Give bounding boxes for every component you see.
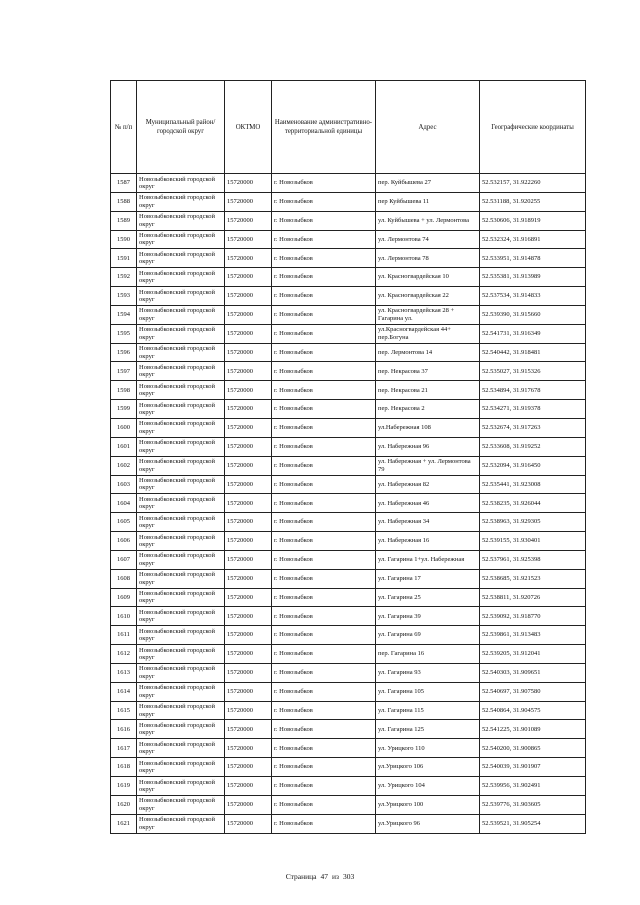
table-row bbox=[111, 362, 586, 381]
cell-unit: г. Новозыбков bbox=[272, 437, 376, 456]
cell-address: ул. Набережная + ул. Лермонтова 79 bbox=[376, 456, 480, 475]
cell-address: ул. Гагарина 25 bbox=[376, 588, 480, 607]
cell-coords: 52.535441, 31.923008 bbox=[480, 475, 586, 494]
cell-address: ул.Урицкого 100 bbox=[376, 795, 480, 814]
cell-num: 1608 bbox=[111, 569, 137, 588]
cell-address: пер. Гагарина 16 bbox=[376, 645, 480, 664]
cell-oktmo: 15720000 bbox=[225, 626, 272, 645]
header-num: № п/п bbox=[111, 81, 137, 174]
cell-oktmo: 15720000 bbox=[225, 701, 272, 720]
cell-oktmo: 15720000 bbox=[225, 814, 272, 833]
table-row bbox=[111, 381, 586, 400]
cell-municipality: Новозыбковский городской округ bbox=[137, 645, 225, 664]
cell-unit: г. Новозыбков bbox=[272, 494, 376, 513]
cell-address: ул.Красногвардейская 44+ пер.Богуна bbox=[376, 324, 480, 343]
cell-oktmo: 15720000 bbox=[225, 513, 272, 532]
cell-address: ул. Набережная 34 bbox=[376, 513, 480, 532]
cell-coords: 52.538963, 31.929305 bbox=[480, 513, 586, 532]
cell-address: ул. Урицкого 110 bbox=[376, 739, 480, 758]
cell-num: 1621 bbox=[111, 814, 137, 833]
cell-municipality: Новозыбковский городской округ bbox=[137, 569, 225, 588]
cell-address: ул. Гагарина 17 bbox=[376, 569, 480, 588]
cell-coords: 52.540303, 31.909651 bbox=[480, 663, 586, 682]
table-row bbox=[111, 418, 586, 437]
cell-unit: г. Новозыбков bbox=[272, 682, 376, 701]
cell-unit: г. Новозыбков bbox=[272, 645, 376, 664]
cell-coords: 52.540039, 31.901907 bbox=[480, 758, 586, 777]
cell-num: 1605 bbox=[111, 513, 137, 532]
cell-unit: г. Новозыбков bbox=[272, 475, 376, 494]
cell-coords: 52.539861, 31.913483 bbox=[480, 626, 586, 645]
table-body bbox=[111, 174, 586, 834]
table-row bbox=[111, 607, 586, 626]
cell-municipality: Новозыбковский городской округ bbox=[137, 324, 225, 343]
header-address: Адрес bbox=[376, 81, 480, 174]
table-row bbox=[111, 626, 586, 645]
cell-unit: г. Новозыбков bbox=[272, 249, 376, 268]
cell-num: 1619 bbox=[111, 777, 137, 796]
cell-unit: г. Новозыбков bbox=[272, 607, 376, 626]
header-row bbox=[111, 81, 586, 174]
cell-coords: 52.538685, 31.921523 bbox=[480, 569, 586, 588]
cell-municipality: Новозыбковский городской округ bbox=[137, 701, 225, 720]
cell-address: ул. Красногвардейская 10 bbox=[376, 268, 480, 287]
cell-num: 1604 bbox=[111, 494, 137, 513]
table-row bbox=[111, 795, 586, 814]
cell-municipality: Новозыбковский городской округ bbox=[137, 418, 225, 437]
table-row bbox=[111, 211, 586, 230]
cell-num: 1593 bbox=[111, 287, 137, 306]
cell-oktmo: 15720000 bbox=[225, 663, 272, 682]
cell-unit: г. Новозыбков bbox=[272, 626, 376, 645]
cell-oktmo: 15720000 bbox=[225, 739, 272, 758]
table-row bbox=[111, 287, 586, 306]
cell-coords: 52.539956, 31.902491 bbox=[480, 777, 586, 796]
header-municipality: Муниципальный район/городской округ bbox=[137, 81, 225, 174]
cell-coords: 52.540697, 31.907580 bbox=[480, 682, 586, 701]
table-row bbox=[111, 663, 586, 682]
cell-municipality: Новозыбковский городской округ bbox=[137, 720, 225, 739]
cell-unit: г. Новозыбков bbox=[272, 381, 376, 400]
cell-oktmo: 15720000 bbox=[225, 758, 272, 777]
cell-num: 1613 bbox=[111, 663, 137, 682]
cell-coords: 52.539776, 31.903605 bbox=[480, 795, 586, 814]
cell-oktmo: 15720000 bbox=[225, 268, 272, 287]
cell-unit: г. Новозыбков bbox=[272, 795, 376, 814]
table-row bbox=[111, 437, 586, 456]
cell-oktmo: 15720000 bbox=[225, 437, 272, 456]
cell-unit: г. Новозыбков bbox=[272, 418, 376, 437]
cell-address: ул. Гагарина 105 bbox=[376, 682, 480, 701]
cell-municipality: Новозыбковский городской округ bbox=[137, 211, 225, 230]
cell-coords: 52.541225, 31.901089 bbox=[480, 720, 586, 739]
cell-oktmo: 15720000 bbox=[225, 287, 272, 306]
cell-address: ул. Набережная 46 bbox=[376, 494, 480, 513]
cell-num: 1587 bbox=[111, 174, 137, 193]
cell-address: ул. Гагарина 39 bbox=[376, 607, 480, 626]
table-row bbox=[111, 720, 586, 739]
cell-coords: 52.539521, 31.905254 bbox=[480, 814, 586, 833]
table-row bbox=[111, 777, 586, 796]
cell-municipality: Новозыбковский городской округ bbox=[137, 513, 225, 532]
cell-coords: 52.533608, 31.919252 bbox=[480, 437, 586, 456]
cell-address: пер Куйбышева 11 bbox=[376, 192, 480, 211]
table-row bbox=[111, 532, 586, 551]
table-row bbox=[111, 494, 586, 513]
header-coords: Географические координаты bbox=[480, 81, 586, 174]
cell-address: ул. Лермонтова 78 bbox=[376, 249, 480, 268]
cell-num: 1599 bbox=[111, 400, 137, 419]
cell-num: 1600 bbox=[111, 418, 137, 437]
table-row bbox=[111, 249, 586, 268]
footer-page-word: Страница bbox=[285, 872, 317, 881]
cell-oktmo: 15720000 bbox=[225, 494, 272, 513]
table-row bbox=[111, 343, 586, 362]
cell-municipality: Новозыбковский городской округ bbox=[137, 494, 225, 513]
cell-address: пер. Некрасова 37 bbox=[376, 362, 480, 381]
cell-municipality: Новозыбковский городской округ bbox=[137, 192, 225, 211]
cell-oktmo: 15720000 bbox=[225, 230, 272, 249]
cell-num: 1601 bbox=[111, 437, 137, 456]
cell-coords: 52.539390, 31.915660 bbox=[480, 305, 586, 324]
cell-address: ул. Гагарина 93 bbox=[376, 663, 480, 682]
table-row bbox=[111, 456, 586, 475]
cell-oktmo: 15720000 bbox=[225, 588, 272, 607]
cell-num: 1602 bbox=[111, 456, 137, 475]
cell-num: 1598 bbox=[111, 381, 137, 400]
cell-municipality: Новозыбковский городской округ bbox=[137, 456, 225, 475]
cell-unit: г. Новозыбков bbox=[272, 588, 376, 607]
table-row bbox=[111, 192, 586, 211]
cell-num: 1588 bbox=[111, 192, 137, 211]
cell-municipality: Новозыбковский городской округ bbox=[137, 682, 225, 701]
table-row bbox=[111, 682, 586, 701]
table-row bbox=[111, 475, 586, 494]
cell-municipality: Новозыбковский городской округ bbox=[137, 607, 225, 626]
cell-municipality: Новозыбковский городской округ bbox=[137, 381, 225, 400]
cell-oktmo: 15720000 bbox=[225, 569, 272, 588]
cell-unit: г. Новозыбков bbox=[272, 720, 376, 739]
header-unit: Наименование административно-территориальной единицы bbox=[272, 81, 376, 174]
cell-oktmo: 15720000 bbox=[225, 381, 272, 400]
cell-unit: г. Новозыбков bbox=[272, 174, 376, 193]
cell-num: 1618 bbox=[111, 758, 137, 777]
cell-num: 1606 bbox=[111, 532, 137, 551]
cell-municipality: Новозыбковский городской округ bbox=[137, 739, 225, 758]
cell-unit: г. Новозыбков bbox=[272, 268, 376, 287]
cell-municipality: Новозыбковский городской округ bbox=[137, 174, 225, 193]
cell-address: ул. Гагарина 1+ул. Набережная bbox=[376, 550, 480, 569]
cell-num: 1597 bbox=[111, 362, 137, 381]
cell-oktmo: 15720000 bbox=[225, 192, 272, 211]
cell-oktmo: 15720000 bbox=[225, 532, 272, 551]
cell-address: ул. Урицкого 104 bbox=[376, 777, 480, 796]
cell-num: 1615 bbox=[111, 701, 137, 720]
cell-coords: 52.533951, 31.914878 bbox=[480, 249, 586, 268]
cell-oktmo: 15720000 bbox=[225, 174, 272, 193]
cell-unit: г. Новозыбков bbox=[272, 456, 376, 475]
cell-coords: 52.540200, 31.900865 bbox=[480, 739, 586, 758]
cell-num: 1611 bbox=[111, 626, 137, 645]
cell-address: ул. Набережная 16 bbox=[376, 532, 480, 551]
cell-address: ул.Урицкого 96 bbox=[376, 814, 480, 833]
cell-oktmo: 15720000 bbox=[225, 777, 272, 796]
page-footer bbox=[0, 872, 640, 881]
cell-municipality: Новозыбковский городской округ bbox=[137, 343, 225, 362]
cell-address: пер. Некрасова 21 bbox=[376, 381, 480, 400]
cell-oktmo: 15720000 bbox=[225, 645, 272, 664]
cell-unit: г. Новозыбков bbox=[272, 701, 376, 720]
cell-unit: г. Новозыбков bbox=[272, 305, 376, 324]
cell-oktmo: 15720000 bbox=[225, 720, 272, 739]
cell-unit: г. Новозыбков bbox=[272, 777, 376, 796]
cell-address: ул. Куйбышева + ул. Лермонтова bbox=[376, 211, 480, 230]
cell-coords: 52.540442, 31.918481 bbox=[480, 343, 586, 362]
cell-coords: 52.530606, 31.918919 bbox=[480, 211, 586, 230]
cell-unit: г. Новозыбков bbox=[272, 192, 376, 211]
cell-num: 1612 bbox=[111, 645, 137, 664]
cell-oktmo: 15720000 bbox=[225, 550, 272, 569]
cell-unit: г. Новозыбков bbox=[272, 758, 376, 777]
table-row bbox=[111, 701, 586, 720]
cell-address: ул.Урицкого 106 bbox=[376, 758, 480, 777]
cell-address: ул. Гагарина 69 bbox=[376, 626, 480, 645]
cell-oktmo: 15720000 bbox=[225, 682, 272, 701]
cell-oktmo: 15720000 bbox=[225, 475, 272, 494]
table-row bbox=[111, 739, 586, 758]
cell-num: 1589 bbox=[111, 211, 137, 230]
table-row bbox=[111, 588, 586, 607]
cell-coords: 52.535381, 31.913989 bbox=[480, 268, 586, 287]
cell-oktmo: 15720000 bbox=[225, 607, 272, 626]
cell-coords: 52.534894, 31.917678 bbox=[480, 381, 586, 400]
cell-unit: г. Новозыбков bbox=[272, 569, 376, 588]
cell-municipality: Новозыбковский городской округ bbox=[137, 249, 225, 268]
table-row bbox=[111, 400, 586, 419]
cell-address: ул. Красногвардейская 22 bbox=[376, 287, 480, 306]
cell-unit: г. Новозыбков bbox=[272, 343, 376, 362]
table-row bbox=[111, 513, 586, 532]
cell-municipality: Новозыбковский городской округ bbox=[137, 777, 225, 796]
cell-municipality: Новозыбковский городской округ bbox=[137, 550, 225, 569]
cell-num: 1616 bbox=[111, 720, 137, 739]
cell-municipality: Новозыбковский городской округ bbox=[137, 663, 225, 682]
cell-num: 1617 bbox=[111, 739, 137, 758]
cell-municipality: Новозыбковский городской округ bbox=[137, 287, 225, 306]
cell-address: ул. Красногвардейская 28 + Гагарина ул. bbox=[376, 305, 480, 324]
cell-address: ул. Гагарина 115 bbox=[376, 701, 480, 720]
cell-oktmo: 15720000 bbox=[225, 211, 272, 230]
cell-unit: г. Новозыбков bbox=[272, 532, 376, 551]
cell-unit: г. Новозыбков bbox=[272, 513, 376, 532]
cell-coords: 52.541731, 31.916349 bbox=[480, 324, 586, 343]
table-row bbox=[111, 324, 586, 343]
cell-coords: 52.537961, 31.925398 bbox=[480, 550, 586, 569]
cell-num: 1614 bbox=[111, 682, 137, 701]
footer-page-total: 303 bbox=[342, 872, 355, 881]
cell-unit: г. Новозыбков bbox=[272, 287, 376, 306]
header-oktmo: ОКТМО bbox=[225, 81, 272, 174]
cell-unit: г. Новозыбков bbox=[272, 362, 376, 381]
cell-oktmo: 15720000 bbox=[225, 362, 272, 381]
cell-coords: 52.537534, 31.914833 bbox=[480, 287, 586, 306]
cell-municipality: Новозыбковский городской округ bbox=[137, 362, 225, 381]
cell-address: пер. Куйбышева 27 bbox=[376, 174, 480, 193]
cell-oktmo: 15720000 bbox=[225, 305, 272, 324]
cell-num: 1595 bbox=[111, 324, 137, 343]
table-row bbox=[111, 645, 586, 664]
cell-coords: 52.539155, 31.930401 bbox=[480, 532, 586, 551]
cell-coords: 52.534271, 31.919378 bbox=[480, 400, 586, 419]
cell-coords: 52.540864, 31.904575 bbox=[480, 701, 586, 720]
cell-municipality: Новозыбковский городской округ bbox=[137, 437, 225, 456]
cell-address: ул. Лермонтова 74 bbox=[376, 230, 480, 249]
cell-municipality: Новозыбковский городской округ bbox=[137, 795, 225, 814]
table-row bbox=[111, 268, 586, 287]
table-row bbox=[111, 174, 586, 193]
cell-municipality: Новозыбковский городской округ bbox=[137, 814, 225, 833]
cell-coords: 52.532094, 31.916450 bbox=[480, 456, 586, 475]
cell-coords: 52.535027, 31.915326 bbox=[480, 362, 586, 381]
cell-unit: г. Новозыбков bbox=[272, 550, 376, 569]
table-row bbox=[111, 814, 586, 833]
cell-municipality: Новозыбковский городской округ bbox=[137, 475, 225, 494]
registry-table bbox=[110, 80, 586, 834]
cell-unit: г. Новозыбков bbox=[272, 211, 376, 230]
cell-municipality: Новозыбковский городской округ bbox=[137, 230, 225, 249]
cell-address: пер. Лермонтова 14 bbox=[376, 343, 480, 362]
cell-unit: г. Новозыбков bbox=[272, 400, 376, 419]
cell-num: 1607 bbox=[111, 550, 137, 569]
table-header bbox=[111, 81, 586, 174]
cell-municipality: Новозыбковский городской округ bbox=[137, 268, 225, 287]
cell-oktmo: 15720000 bbox=[225, 400, 272, 419]
table-row bbox=[111, 550, 586, 569]
cell-address: ул. Гагарина 125 bbox=[376, 720, 480, 739]
cell-coords: 52.532674, 31.917263 bbox=[480, 418, 586, 437]
cell-municipality: Новозыбковский городской округ bbox=[137, 626, 225, 645]
footer-page-number: 47 bbox=[320, 872, 328, 881]
cell-unit: г. Новозыбков bbox=[272, 230, 376, 249]
cell-municipality: Новозыбковский городской округ bbox=[137, 305, 225, 324]
cell-num: 1590 bbox=[111, 230, 137, 249]
cell-coords: 52.538235, 31.926044 bbox=[480, 494, 586, 513]
cell-unit: г. Новозыбков bbox=[272, 663, 376, 682]
cell-unit: г. Новозыбков bbox=[272, 324, 376, 343]
cell-coords: 52.539205, 31.912041 bbox=[480, 645, 586, 664]
table-row bbox=[111, 569, 586, 588]
cell-address: ул. Набережная 82 bbox=[376, 475, 480, 494]
cell-address: пер. Некрасова 2 bbox=[376, 400, 480, 419]
cell-num: 1603 bbox=[111, 475, 137, 494]
cell-municipality: Новозыбковский городской округ bbox=[137, 400, 225, 419]
cell-oktmo: 15720000 bbox=[225, 343, 272, 362]
cell-municipality: Новозыбковский городской округ bbox=[137, 532, 225, 551]
cell-oktmo: 15720000 bbox=[225, 324, 272, 343]
cell-coords: 52.532324, 31.916891 bbox=[480, 230, 586, 249]
cell-num: 1592 bbox=[111, 268, 137, 287]
cell-unit: г. Новозыбков bbox=[272, 739, 376, 758]
cell-unit: г. Новозыбков bbox=[272, 814, 376, 833]
cell-num: 1591 bbox=[111, 249, 137, 268]
cell-address: ул. Набережная 96 bbox=[376, 437, 480, 456]
cell-oktmo: 15720000 bbox=[225, 249, 272, 268]
cell-coords: 52.532157, 31.922260 bbox=[480, 174, 586, 193]
cell-address: ул.Набережная 108 bbox=[376, 418, 480, 437]
cell-municipality: Новозыбковский городской округ bbox=[137, 588, 225, 607]
cell-coords: 52.531188, 31.920255 bbox=[480, 192, 586, 211]
cell-num: 1620 bbox=[111, 795, 137, 814]
cell-num: 1594 bbox=[111, 305, 137, 324]
cell-oktmo: 15720000 bbox=[225, 795, 272, 814]
cell-num: 1610 bbox=[111, 607, 137, 626]
cell-coords: 52.538811, 31.920726 bbox=[480, 588, 586, 607]
cell-num: 1596 bbox=[111, 343, 137, 362]
cell-oktmo: 15720000 bbox=[225, 456, 272, 475]
cell-municipality: Новозыбковский городской округ bbox=[137, 758, 225, 777]
table-row bbox=[111, 305, 586, 324]
table-row bbox=[111, 230, 586, 249]
footer-of-word: из bbox=[332, 872, 339, 881]
cell-coords: 52.539092, 31.918770 bbox=[480, 607, 586, 626]
cell-num: 1609 bbox=[111, 588, 137, 607]
table-row bbox=[111, 758, 586, 777]
cell-oktmo: 15720000 bbox=[225, 418, 272, 437]
